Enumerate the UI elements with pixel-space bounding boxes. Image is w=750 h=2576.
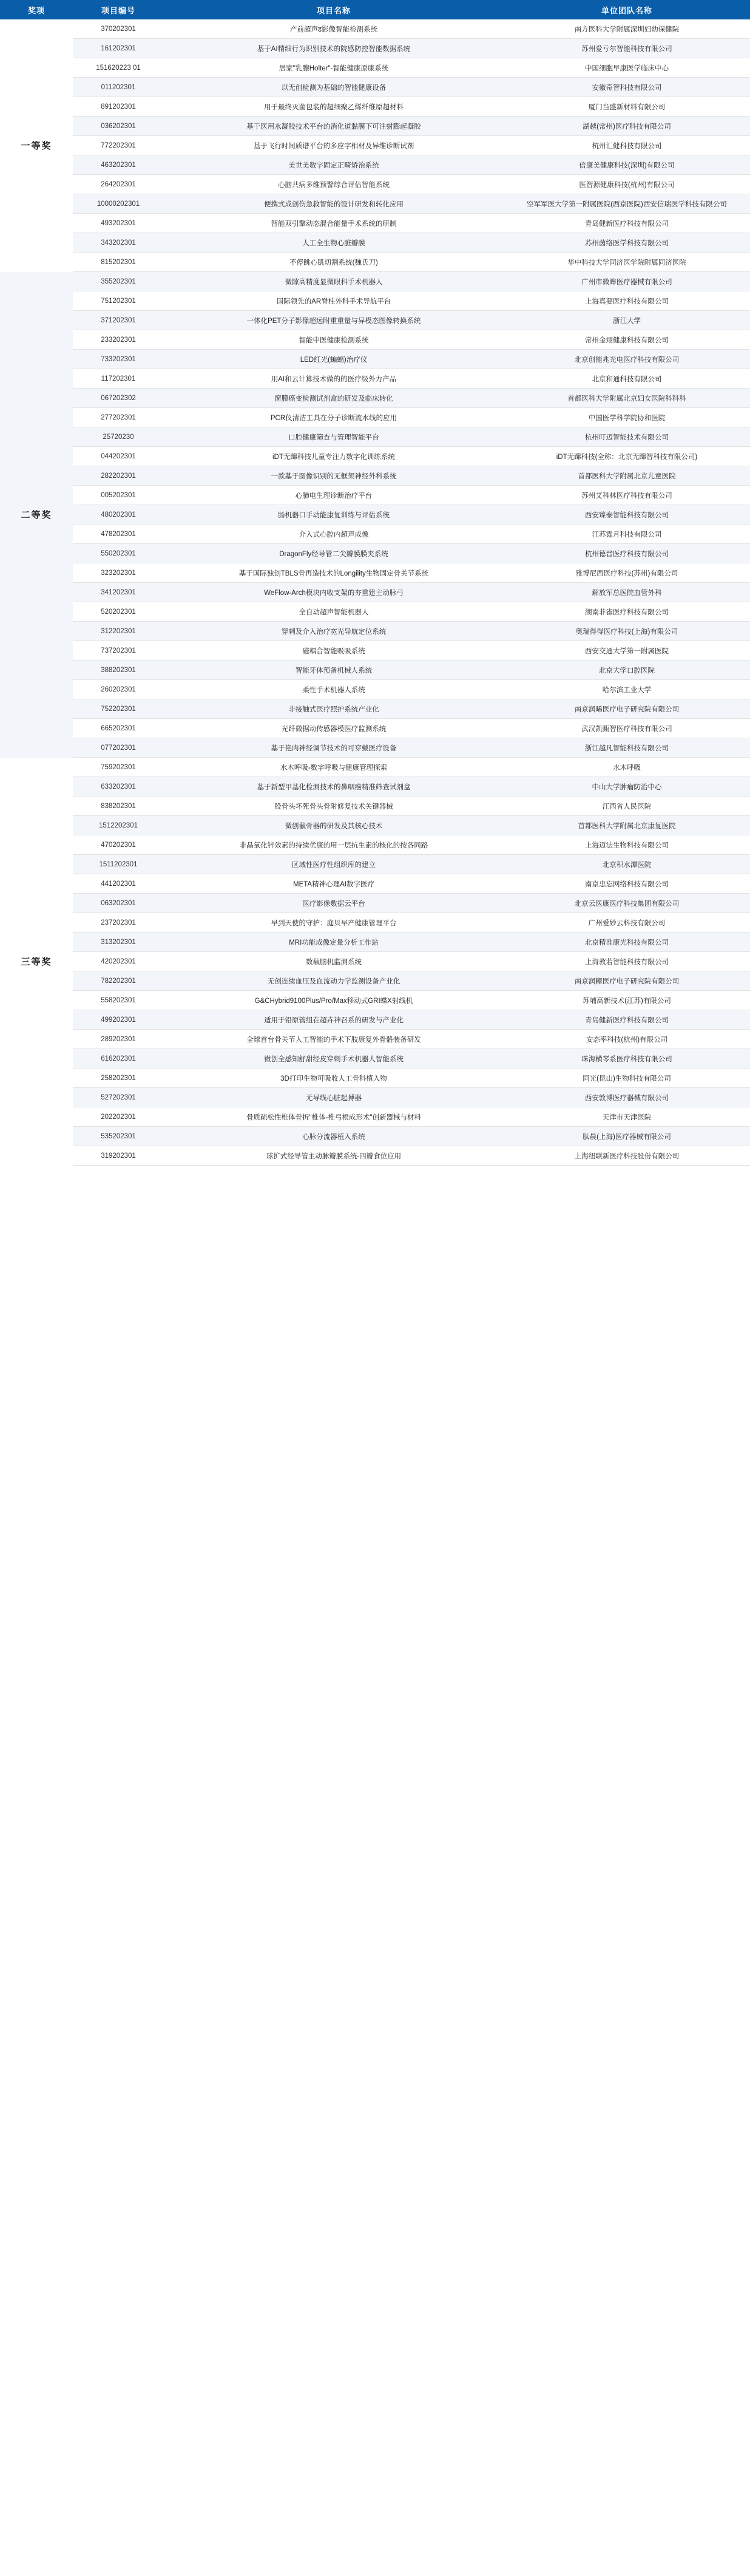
- table-row: [0, 486, 750, 505]
- column-header-team: 单位团队名称: [504, 0, 750, 19]
- team-name: 浙江越凡智能科技有限公司: [504, 738, 750, 758]
- team-name: 湖南非雀医疗科技有限公司: [504, 602, 750, 622]
- team-name: 西安敦博医疗器械有限公司: [504, 1088, 750, 1107]
- project-name: 数载脑机监测系统: [164, 952, 504, 971]
- team-name: 北京积水潭医院: [504, 855, 750, 874]
- table-row: [0, 1069, 750, 1088]
- table-row: [0, 272, 750, 291]
- table-row: [0, 97, 750, 117]
- team-name: 肽晨(上海)医疗器械有限公司: [504, 1127, 750, 1146]
- column-header-award: 奖项: [0, 0, 73, 19]
- project-name: 心肺电生理诊断治疗平台: [164, 486, 504, 505]
- team-name: 上海迈法生物科技有限公司: [504, 835, 750, 855]
- project-name: iDT无蹿科技儿童专注力数字化训练系统: [164, 447, 504, 466]
- table-row: [0, 738, 750, 758]
- project-code: 558202301: [73, 991, 164, 1010]
- project-code: 633202301: [73, 777, 164, 797]
- team-name: 武汉凯甄智医疗科技有限公司: [504, 719, 750, 738]
- project-code: 011202301: [73, 78, 164, 97]
- project-name: PCR仪清洁工具在分子诊断流水线的应用: [164, 408, 504, 427]
- project-name: 口腔健康筛查与管理智能平台: [164, 427, 504, 447]
- project-name: 人工全生物心脏瓣膜: [164, 233, 504, 253]
- team-name: 西安交通大学第一附属医院: [504, 641, 750, 661]
- team-name: 湖越(常州)医疗科技有限公司: [504, 117, 750, 136]
- team-name: 广州爱妙云科技有限公司: [504, 913, 750, 933]
- table-header-row: [0, 0, 750, 19]
- table-row: [0, 291, 750, 311]
- table-row: [0, 466, 750, 486]
- award-group-label: 一等奖: [0, 19, 73, 272]
- team-name: 上海教若智能科技有限公司: [504, 952, 750, 971]
- project-code: 759202301: [73, 758, 164, 777]
- project-name: 用于最终灭菌包装的超细聚乙烯纤维原超材料: [164, 97, 504, 117]
- team-name: 浙江大学: [504, 311, 750, 330]
- project-name: LED红光(蝙蝠)治疗仪: [164, 350, 504, 369]
- team-name: 西安臻泰智能科技有限公司: [504, 505, 750, 525]
- award-list-page: [0, 0, 750, 1166]
- table-row: [0, 389, 750, 408]
- award-group-label: 三等奖: [0, 758, 73, 1166]
- table-row: [0, 991, 750, 1010]
- team-name: 空军军医大学第一附属医院(西京医院)西安信瑞医学科技有限公司: [504, 194, 750, 214]
- table-row: [0, 933, 750, 952]
- team-name: 苏州艾科林医疗科技有限公司: [504, 486, 750, 505]
- table-row: [0, 253, 750, 272]
- team-name: 首都医科大学附属北京儿童医院: [504, 466, 750, 486]
- table-row: [0, 544, 750, 563]
- project-name: 磁耦合智能吸吸系统: [164, 641, 504, 661]
- table-row: [0, 583, 750, 602]
- team-name: 北京云医康医疗科技集团有限公司: [504, 894, 750, 913]
- project-name: 以无创检测为基础的智能健康设备: [164, 78, 504, 97]
- team-name: 青岛健新医疗科技有限公司: [504, 1010, 750, 1030]
- project-code: 480202301: [73, 505, 164, 525]
- table-row: [0, 155, 750, 175]
- project-name: 用AI和云计算技术做的的医疗级外力产品: [164, 369, 504, 389]
- table-row: [0, 194, 750, 214]
- project-code: 499202301: [73, 1010, 164, 1030]
- project-name: 微创全感知舒甜经皮穿刺手术机器人智能系统: [164, 1049, 504, 1069]
- table-row: [0, 971, 750, 991]
- project-name: 骨质疏松性椎体骨折"椎体-椎弓根成形术"创新器械与材料: [164, 1107, 504, 1127]
- project-code: 370202301: [73, 19, 164, 39]
- project-name: 基于国际独创TBLS骨再造技术的Longility生物固定骨关节系统: [164, 563, 504, 583]
- project-name: 窗膜癌变检测试剂盒的研发及临床转化: [164, 389, 504, 408]
- team-name: 北京精准康光科技有限公司: [504, 933, 750, 952]
- team-name: 奥瑞得得医疗科技(上海)有限公司: [504, 622, 750, 641]
- project-code: 202202301: [73, 1107, 164, 1127]
- table-row: [0, 175, 750, 194]
- project-name: 国际领先的AR脊柱外科手术导航平台: [164, 291, 504, 311]
- team-name: 珠海横琴系医疗科技有限公司: [504, 1049, 750, 1069]
- team-name: 南京忠忘网络科技有限公司: [504, 874, 750, 894]
- project-code: 751202301: [73, 291, 164, 311]
- project-code: 282202301: [73, 466, 164, 486]
- table-row: [0, 758, 750, 777]
- project-name: 心脉分流器植入系统: [164, 1127, 504, 1146]
- project-code: 260202301: [73, 680, 164, 699]
- project-name: META精神心理AI数字医疗: [164, 874, 504, 894]
- table-row: [0, 19, 750, 39]
- table-row: [0, 1010, 750, 1030]
- table-row: [0, 622, 750, 641]
- project-code: 470202301: [73, 835, 164, 855]
- project-code: 493202301: [73, 214, 164, 233]
- project-code: 441202301: [73, 874, 164, 894]
- table-row: [0, 214, 750, 233]
- table-row: [0, 39, 750, 58]
- project-code: 527202301: [73, 1088, 164, 1107]
- project-code: 044202301: [73, 447, 164, 466]
- project-code: 733202301: [73, 350, 164, 369]
- project-name: 基于医用水凝胶技术平台的消化道黏膜下可注射膨起凝胶: [164, 117, 504, 136]
- project-code: 005202301: [73, 486, 164, 505]
- project-code: 891202301: [73, 97, 164, 117]
- project-name: 不停跳心肌切割系统(魏氏刀): [164, 253, 504, 272]
- project-name: 早到天使的守护：庭贝早产健康管理平台: [164, 913, 504, 933]
- project-name: 水木呼吸-数字呼吸与健康管理探索: [164, 758, 504, 777]
- project-name: 便携式成创伤急救智能的设计研发和转化应用: [164, 194, 504, 214]
- project-name: 球扩式经导管主动脉瓣膜系统-四瓣食位应用: [164, 1146, 504, 1166]
- team-name: 首都医科大学附属北京妇女医院科科科: [504, 389, 750, 408]
- table-row: [0, 136, 750, 155]
- table-row: [0, 777, 750, 797]
- team-name: 南京润晞医疗电子研究院有限公司: [504, 699, 750, 719]
- award-group-label: 二等奖: [0, 272, 73, 758]
- team-name: 水木呼吸: [504, 758, 750, 777]
- team-name: 厦门当盛新材料有限公司: [504, 97, 750, 117]
- project-code: 233202301: [73, 330, 164, 350]
- table-row: [0, 1146, 750, 1166]
- project-name: WeFlow-Arch模块内收支架的夯重建主动脉弓: [164, 583, 504, 602]
- project-code: 341202301: [73, 583, 164, 602]
- team-name: 广州市微眸医疗器械有限公司: [504, 272, 750, 291]
- project-code: 25720230: [73, 427, 164, 447]
- table-row: [0, 1107, 750, 1127]
- table-row: [0, 602, 750, 622]
- project-code: 737202301: [73, 641, 164, 661]
- project-code: 1511202301: [73, 855, 164, 874]
- table-row: [0, 797, 750, 816]
- project-code: 343202301: [73, 233, 164, 253]
- project-code: 420202301: [73, 952, 164, 971]
- project-name: 光纤微据动传感器模医疗监测系统: [164, 719, 504, 738]
- project-name: 一体化PET分子影像超远附重重量与异模态图像转换系统: [164, 311, 504, 330]
- project-code: 277202301: [73, 408, 164, 427]
- project-name: 非晶氧化锌效素的持续优康的用一层抗生素的核化的按各同路: [164, 835, 504, 855]
- project-code: 520202301: [73, 602, 164, 622]
- project-code: 388202301: [73, 661, 164, 680]
- project-code: 319202301: [73, 1146, 164, 1166]
- project-code: 616202301: [73, 1049, 164, 1069]
- team-name: 北京和通科技有限公司: [504, 369, 750, 389]
- project-name: 产前超声ड影像智能检测系统: [164, 19, 504, 39]
- project-name: DragonFly经导管二尖瓣膜膜夹系统: [164, 544, 504, 563]
- table-row: [0, 680, 750, 699]
- award-table: [0, 0, 750, 1166]
- team-name: 杭州汇健科技有限公司: [504, 136, 750, 155]
- table-row: [0, 1127, 750, 1146]
- team-name: 倍康美健康科技(深圳)有限公司: [504, 155, 750, 175]
- project-name: 股骨头坏死骨头骨附修复技术关键器械: [164, 797, 504, 816]
- project-name: 肠机器口手动能康复训练与评估系统: [164, 505, 504, 525]
- team-name: 北京大学口腔医院: [504, 661, 750, 680]
- table-row: [0, 408, 750, 427]
- project-name: 区域性医疗性组织库的建立: [164, 855, 504, 874]
- table-row: [0, 311, 750, 330]
- table-row: [0, 835, 750, 855]
- table-row: [0, 1049, 750, 1069]
- table-row: [0, 78, 750, 97]
- project-name: 一款基于图像识别的无框架神经外科系统: [164, 466, 504, 486]
- project-code: 752202301: [73, 699, 164, 719]
- project-name: 基于AI精细行为识别技术的院感防控智能数据系统: [164, 39, 504, 58]
- project-name: 基于艳肉神经调节技术的可穿戴医疗设备: [164, 738, 504, 758]
- project-code: 077202301: [73, 738, 164, 758]
- project-code: 264202301: [73, 175, 164, 194]
- team-name: 安徽奇智科技有限公司: [504, 78, 750, 97]
- project-code: 161202301: [73, 39, 164, 58]
- project-code: 371202301: [73, 311, 164, 330]
- project-name: 微创截骨器的研发及其核心技术: [164, 816, 504, 835]
- table-row: [0, 350, 750, 369]
- project-name: 医疗影像数据云平台: [164, 894, 504, 913]
- team-name: 华中科技大学同济医学院附属同济医院: [504, 253, 750, 272]
- project-code: 1512202301: [73, 816, 164, 835]
- team-name: 雅博尼西医疗科技(苏州)有限公司: [504, 563, 750, 583]
- project-code: 258202301: [73, 1069, 164, 1088]
- table-row: [0, 525, 750, 544]
- team-name: 苏埔高新技术(江苏)有限公司: [504, 991, 750, 1010]
- project-name: 智能牙体预备机械人系统: [164, 661, 504, 680]
- project-code: 323202301: [73, 563, 164, 583]
- project-code: 10000202301: [73, 194, 164, 214]
- project-name: 智能中医健康检测系统: [164, 330, 504, 350]
- team-name: 中山大学肿瘤防治中心: [504, 777, 750, 797]
- team-name: 江西省人民医院: [504, 797, 750, 816]
- table-row: [0, 894, 750, 913]
- column-header-code: 项目编号: [73, 0, 164, 19]
- project-name: 柔性手术机器人系统: [164, 680, 504, 699]
- project-code: 289202301: [73, 1030, 164, 1049]
- team-name: 医智源健康科技(杭州)有限公司: [504, 175, 750, 194]
- table-row: [0, 369, 750, 389]
- team-name: iDT无蹿科技(全称：北京无蹿智科技有限公司): [504, 447, 750, 466]
- project-name: 无导线心脏起搏器: [164, 1088, 504, 1107]
- project-name: MRI功能成像定量分析工作站: [164, 933, 504, 952]
- project-code: 463202301: [73, 155, 164, 175]
- project-name: 3D打印生物可吸收人工骨科植入物: [164, 1069, 504, 1088]
- project-code: 355202301: [73, 272, 164, 291]
- project-code: 535202301: [73, 1127, 164, 1146]
- team-name: 解放军总医院血管外科: [504, 583, 750, 602]
- table-row: [0, 913, 750, 933]
- project-name: 心脑共病多维预警综合评估智能系统: [164, 175, 504, 194]
- team-name: 中国细胞早康医学临床中心: [504, 58, 750, 78]
- project-code: 782202301: [73, 971, 164, 991]
- table-row: [0, 816, 750, 835]
- table-row: [0, 1088, 750, 1107]
- team-name: 南方医科大学附属深圳妇幼保健院: [504, 19, 750, 39]
- team-name: 同光(昆山)生物科技有限公司: [504, 1069, 750, 1088]
- project-code: 838202301: [73, 797, 164, 816]
- table-row: [0, 719, 750, 738]
- team-name: 苏州茵络医学科技有限公司: [504, 233, 750, 253]
- team-name: 哈尔滨工业大学: [504, 680, 750, 699]
- project-code: 117202301: [73, 369, 164, 389]
- table-row: [0, 505, 750, 525]
- project-code: 067202302: [73, 389, 164, 408]
- column-header-name: 项目名称: [164, 0, 504, 19]
- project-name: 适用于铅原管组在超卉神召系的研发与产业化: [164, 1010, 504, 1030]
- team-name: 首都医科大学附属北京康复医院: [504, 816, 750, 835]
- project-name: 微隙高精度显微眼科手术机器人: [164, 272, 504, 291]
- team-name: 南京润糖医疗电子研究院有限公司: [504, 971, 750, 991]
- team-name: 上海真要医疗科技有限公司: [504, 291, 750, 311]
- table-row: [0, 855, 750, 874]
- project-code: 151620223 01: [73, 58, 164, 78]
- table-row: [0, 952, 750, 971]
- team-name: 中国医学科学院协和医院: [504, 408, 750, 427]
- table-row: [0, 563, 750, 583]
- team-name: 青岛健新医疗科技有限公司: [504, 214, 750, 233]
- project-name: 美世美数字固定正畸矫治系统: [164, 155, 504, 175]
- project-code: 063202301: [73, 894, 164, 913]
- table-row: [0, 641, 750, 661]
- project-code: 237202301: [73, 913, 164, 933]
- table-row: [0, 447, 750, 466]
- team-name: 苏州爱亏尔智能科技有限公司: [504, 39, 750, 58]
- table-row: [0, 699, 750, 719]
- table-row: [0, 427, 750, 447]
- table-row: [0, 1030, 750, 1049]
- project-code: 815202301: [73, 253, 164, 272]
- project-code: 550202301: [73, 544, 164, 563]
- project-name: 全自动超声智能机器人: [164, 602, 504, 622]
- project-name: 全球首台骨关节人工智能的手术下肢康复外骨骼装备研发: [164, 1030, 504, 1049]
- table-row: [0, 661, 750, 680]
- team-name: 杭州德晋医疗科技有限公司: [504, 544, 750, 563]
- team-name: 北京创能兆光电医疗科技有限公司: [504, 350, 750, 369]
- project-code: 772202301: [73, 136, 164, 155]
- team-name: 天津市天津医院: [504, 1107, 750, 1127]
- table-row: [0, 58, 750, 78]
- table-row: [0, 117, 750, 136]
- project-name: 智能双引擎动态混合能量手术系统的研制: [164, 214, 504, 233]
- project-name: G&CHybrid9100Plus/Pro/Max移动式GRI蝶X射线机: [164, 991, 504, 1010]
- table-row: [0, 330, 750, 350]
- team-name: 杭州叮迈智能技术有限公司: [504, 427, 750, 447]
- project-code: 313202301: [73, 933, 164, 952]
- project-code: 036202301: [73, 117, 164, 136]
- project-name: 基于新型甲基化检测技术的鼻咽癌精准筛查试剂盒: [164, 777, 504, 797]
- project-code: 478202301: [73, 525, 164, 544]
- table-row: [0, 233, 750, 253]
- table-header: [0, 0, 750, 19]
- project-name: 无创连续血压及血流动力学监测设备产业化: [164, 971, 504, 991]
- project-code: 312202301: [73, 622, 164, 641]
- table-row: [0, 874, 750, 894]
- project-name: 居家"乳腺Holter"-智能健康原康系统: [164, 58, 504, 78]
- project-name: 穿刺及介入治疗宽光导航定位系统: [164, 622, 504, 641]
- project-name: 非接触式医疗照护系统产业化: [164, 699, 504, 719]
- project-code: 665202301: [73, 719, 164, 738]
- project-name: 基于飞行时间质谱平台的多应字相材及异维诊断试剂: [164, 136, 504, 155]
- team-name: 安态率科技(杭州)有限公司: [504, 1030, 750, 1049]
- table-body: [0, 19, 750, 1166]
- team-name: 江苏霆月科技有限公司: [504, 525, 750, 544]
- team-name: 常州金翊健康科技有限公司: [504, 330, 750, 350]
- project-name: 介入式心腔内超声成像: [164, 525, 504, 544]
- team-name: 上海纽联新医疗科技股份有限公司: [504, 1146, 750, 1166]
